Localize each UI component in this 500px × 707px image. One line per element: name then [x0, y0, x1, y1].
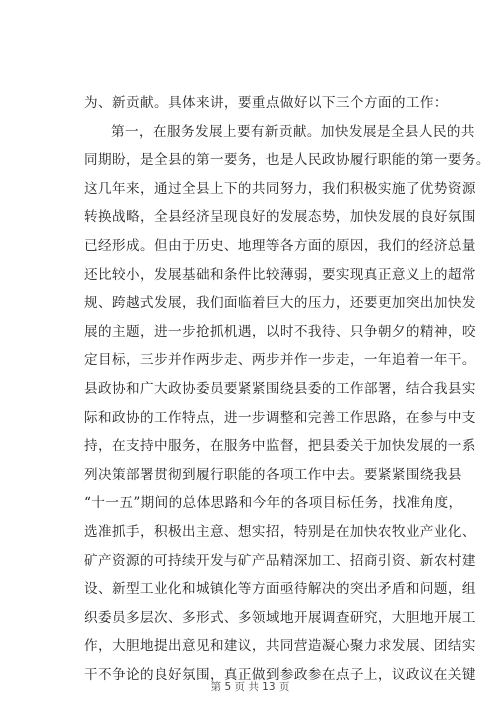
- text-line: 选准抓手，积极出主意、想实招，特别是在加快农牧业产业化、: [84, 523, 476, 540]
- text-line: 作，大胆地提出意见和建议，共同营造凝心聚力求发展、团结实: [84, 638, 476, 655]
- paragraph-first-line: 第一，在服务发展上要有新贡献。加快发展是全县人民的共: [111, 123, 475, 140]
- text-line: 设、新型工业化和城镇化等方面亟待解决的突出矛盾和问题，组: [84, 581, 476, 598]
- text-line: 定目标，三步并作两步走、两步并作一步走，一年追着一年干。: [84, 352, 476, 369]
- text-line: 这几年来，通过全县上下的共同努力，我们积极实施了优势资源: [84, 180, 476, 197]
- text-line: 同期盼，是全县的第一要务，也是人民政协履行职能的第一要务。: [84, 152, 490, 169]
- text-line: 转换战略，全县经济呈现良好的发展态势，加快发展的良好氛围: [84, 209, 476, 226]
- text-line: 还比较小，发展基础和条件比较薄弱，要实现真正意义上的超常: [84, 266, 476, 283]
- text-line: 为、新贡献。具体来讲，要重点做好以下三个方面的工作：: [84, 95, 448, 111]
- text-line: 持，在支持中服务，在服务中监督，把县委关于加快发展的一系: [84, 438, 476, 455]
- text-line: 际和政协的工作特点，进一步调整和完善工作思路，在参与中支: [84, 409, 476, 426]
- page-number-footer: 第 5 页 共 13 页: [210, 681, 290, 693]
- text-line: 县政协和广大政协委员要紧紧围绕县委的工作部署，结合我县实: [84, 380, 476, 397]
- body-text: [84, 89, 490, 689]
- text-line: 列决策部署贯彻到履行职能的各项工作中去。要紧紧围绕我县: [84, 466, 462, 483]
- text-line: 干不争论的良好氛围，真正做到参政参在点子上，议政议在关键: [84, 666, 476, 683]
- text-line: 织委员多层次、多形式、多领域地开展调查研究，大胆地开展工: [84, 609, 476, 626]
- text-line: 矿产资源的可持续开发与矿产品精深加工、招商引资、新农村建: [84, 552, 476, 569]
- text-line: “十一五”期间的总体思路和今年的各项目标任务，找准角度，: [84, 495, 463, 512]
- text-line: 展的主题，进一步抢抓机遇，以时不我待、只争朝夕的精神，咬: [84, 323, 476, 340]
- text-line: 已经形成。但由于历史、地理等各方面的原因，我们的经济总量: [84, 237, 476, 254]
- text-line: 规、跨越式发展，我们面临着巨大的压力，还要更加突出加快发: [84, 295, 476, 312]
